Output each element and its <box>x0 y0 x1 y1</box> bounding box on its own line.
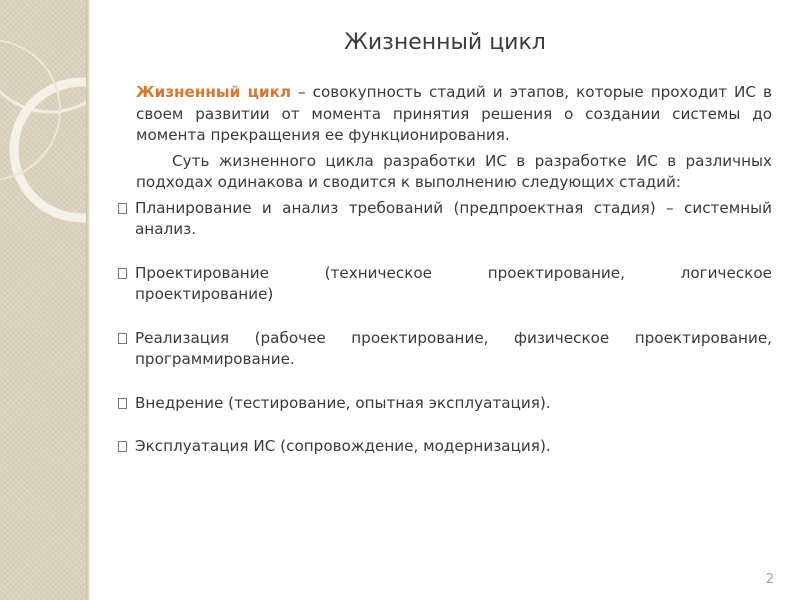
stage-text: Реализация (рабочее проектирование, физическое проектирование, <box>135 328 772 347</box>
stage-text: Планирование и анализ требований (предпроектная стадия) – системный <box>135 198 772 217</box>
decorative-circles <box>0 0 86 600</box>
stage-text-cont: проектирование) <box>135 285 274 303</box>
bullet-icon <box>118 441 127 452</box>
stage-item-planning <box>120 198 772 241</box>
definition-text: – совокупность стадий и этапов, которые проходит ИС в своем развитии от момента принятия решения о создании системы до момента прекращения ее функционирования. <box>136 83 772 144</box>
stage-item-design <box>120 263 772 306</box>
slide-content <box>120 82 772 458</box>
stage-text: Эксплуатация ИС (сопровождение, модернизация). <box>135 437 551 455</box>
bullet-icon <box>118 268 127 279</box>
stage-item-operation <box>120 436 772 458</box>
panel-edge <box>86 0 90 600</box>
bullet-icon <box>118 203 127 214</box>
stage-text-cont: анализ. <box>135 220 197 238</box>
slide-title: Жизненный цикл <box>344 30 546 55</box>
bullet-icon <box>118 333 127 344</box>
stage-text: Проектирование (техническое проектирование, логическое <box>135 263 772 282</box>
stage-item-implementation <box>120 328 772 371</box>
decorative-side-panel <box>0 0 86 600</box>
essence-paragraph: Суть жизненного цикла разработки ИС в разработке ИС в различных подходах одинакова и сводится к выполнению следующих стадий: <box>136 151 772 191</box>
stage-item-deployment <box>120 393 772 415</box>
stage-text-cont: программирование. <box>135 350 295 368</box>
stage-text: Внедрение (тестирование, опытная эксплуатация). <box>135 393 551 412</box>
definition-paragraph <box>120 82 772 147</box>
bullet-icon <box>118 398 127 409</box>
page-number: 2 <box>765 572 774 587</box>
definition-term: Жизненный цикл <box>136 83 292 101</box>
